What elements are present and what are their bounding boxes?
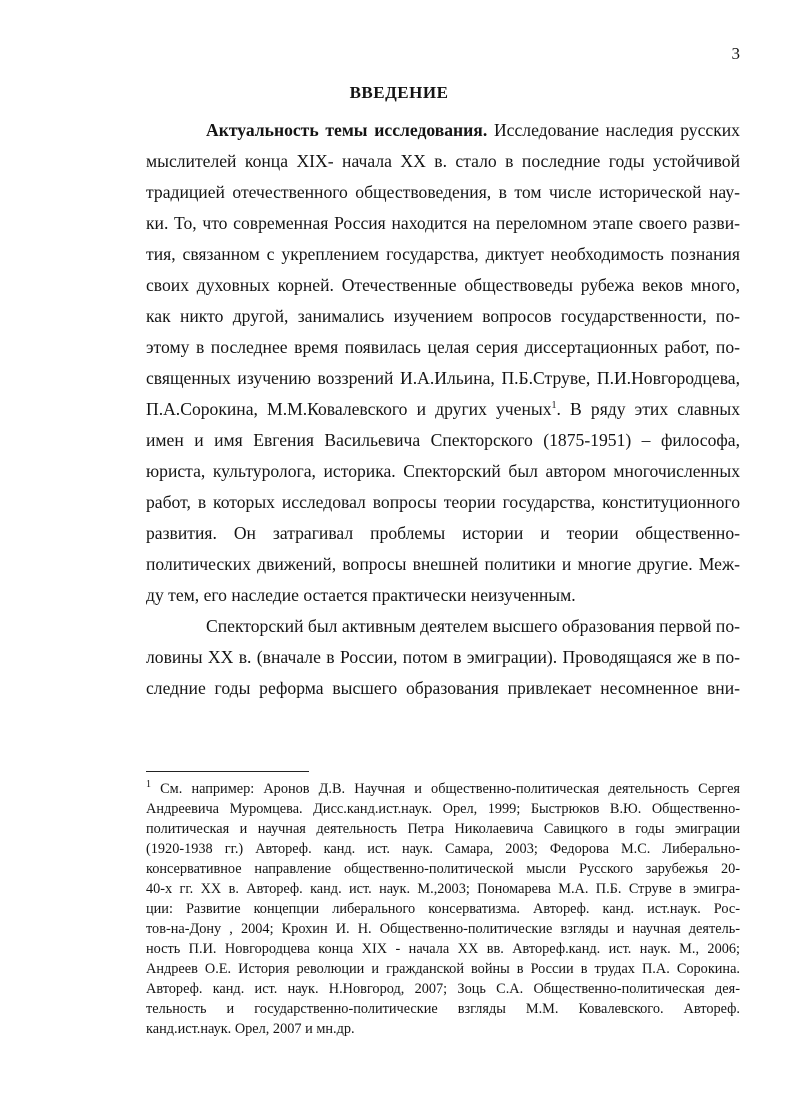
body-line-14: развития. Он затрагивал проблемы истории и теории общественно- (146, 523, 740, 543)
body-line-10 (146, 399, 740, 420)
footnote-line-10: Андреев О.Е. История революции и гражданской войны в России в трудах П.А. Сорокина. (146, 961, 740, 977)
body-line-12: юриста, культуролога, историка. Спекторский был автором многочисленных (146, 461, 740, 481)
body-line-17: Спекторский был активным деятелем высшего образования первой по- (206, 616, 740, 636)
footnote-line-9: ность П.И. Новгородцева конца XIX - начала XX вв. Автореф.канд. ист. наук. М., 2006; (146, 941, 740, 957)
body-line-2: мыслителей конца XIX- начала XX в. стало в последние годы устойчивой (146, 151, 740, 171)
body-line-6: своих духовных корней. Отечественные обществоведы рубежа веков много, (146, 275, 740, 295)
body-line-7: как никто другой, занимались изучением вопросов государственности, по- (146, 306, 740, 326)
footnote-separator (146, 771, 309, 772)
footnote-line-6: 40-х гг. XX в. Автореф. канд. ист. наук. М.,2003; Пономарева М.А. П.Б. Струве в эмигра- (146, 881, 740, 897)
footnote-line-8: тов-на-Дону , 2004; Крохин И. Н. Общественно-политические взгляды и научная деятель- (146, 921, 740, 937)
footnote-marker: 1 (146, 779, 151, 791)
page-heading: ВВЕДЕНИЕ (349, 83, 449, 102)
body-line-10-tail: . В ряду этих славных (556, 399, 740, 419)
footnote-line-1 (146, 781, 740, 798)
body-line-3: традицией отечественного обществоведения, в том числе исторической нау- (146, 182, 740, 202)
footnote-line-4: (1920-1938 гг.) Автореф. канд. ист. наук. Самара, 2003; Федорова М.С. Либерально- (146, 841, 740, 857)
footnote-line-13: канд.ист.наук. Орел, 2007 и мн.др. (146, 1021, 355, 1037)
body-line-8: этому в последнее время появилась целая серия диссертационных работ, по- (146, 337, 740, 357)
body-line-19: следние годы реформа высшего образования привлекает несомненное вни- (146, 678, 740, 698)
body-line-13: работ, в которых исследовал вопросы теории государства, конституционного (146, 492, 740, 512)
body-line-18: ловины XX в. (вначале в России, потом в эмиграции). Проводящаяся же в по- (146, 647, 740, 667)
footnote-line-3: политическая и научная деятельность Петра Николаевича Савицкого в годы эмиграции (146, 821, 740, 837)
body-line-9: священных изучению воззрений И.А.Ильина, П.Б.Струве, П.И.Новгородцева, (146, 368, 740, 388)
body-line-4: ки. То, что современная Россия находится на переломном этапе своего разви- (146, 213, 740, 233)
footnote-line-1-text: См. например: Аронов Д.В. Научная и общественно-политическая деятельность Сергея (151, 781, 740, 797)
page-number: 3 (731, 44, 740, 63)
body-line-16: ду тем, его наследие остается практически неизученным. (146, 585, 576, 605)
body-line-15: политических движений, вопросы внешней политики и многие другие. Меж- (146, 554, 740, 574)
footnote-line-11: Автореф. канд. ист. наук. Н.Новгород, 2007; Зоць С.А. Общественно-политическая дея- (146, 981, 740, 997)
footnote-line-12: тельность и государственно-политические взгляды М.М. Ковалевского. Автореф. (146, 1001, 740, 1017)
footnote-line-7: ции: Развитие концепции либерального консерватизма. Автореф. канд. ист.наук. Рос- (146, 901, 740, 917)
body-line-10-head: П.А.Сорокина, М.М.Ковалевского и других ученых (146, 399, 552, 419)
body-line-1 (206, 120, 740, 141)
body-line-1-text: Исследование наследия русских (487, 120, 740, 140)
footnote-ref: 1 (551, 400, 557, 412)
footnote-line-2: Андреевича Муромцева. Дисс.канд.ист.наук. Орел, 1999; Быстрюков В.Ю. Общественно- (146, 801, 740, 817)
body-line-5: тия, связанном с укреплением государства, диктует необходимость познания (146, 244, 740, 264)
body-line-11: имен и имя Евгения Васильевича Спекторского (1875-1951) – философа, (146, 430, 740, 450)
footnote-line-5: консервативное направление общественно-политической мысли Русского зарубежья 20- (146, 861, 740, 877)
section-title: Актуальность темы исследования. (206, 120, 488, 140)
